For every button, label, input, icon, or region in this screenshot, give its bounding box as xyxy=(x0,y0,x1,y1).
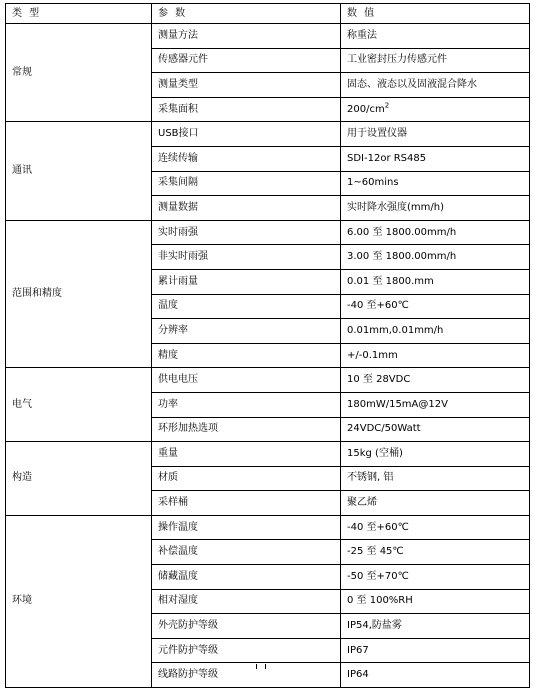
page-break-stub xyxy=(265,664,266,669)
table-row xyxy=(6,368,530,393)
value-cell xyxy=(341,319,530,344)
category-cell: 常规 xyxy=(6,24,152,122)
param-cell: 传感器元件 xyxy=(152,48,341,73)
param-cell: 精度 xyxy=(152,343,341,368)
value-cell xyxy=(341,540,530,565)
param-cell: 元件防护等级 xyxy=(152,638,341,663)
value-text: IP54,防盐雾 xyxy=(347,620,402,632)
value-text: 称重法 xyxy=(347,29,377,41)
header-row xyxy=(6,4,530,24)
value-text: 聚乙烯 xyxy=(347,497,377,509)
param-cell: 测量方法 xyxy=(152,24,341,49)
value-text: 180mW/15mA@12V xyxy=(347,398,448,410)
param-cell: 材质 xyxy=(152,466,341,491)
value-text: -40 至+60℃ xyxy=(347,521,409,533)
value-cell xyxy=(341,196,530,221)
param-cell: 采样桶 xyxy=(152,491,341,516)
param-cell: 重量 xyxy=(152,442,341,467)
param-cell: 累计雨量 xyxy=(152,269,341,294)
table-row xyxy=(6,122,530,147)
category-cell: 通讯 xyxy=(6,122,152,220)
param-cell: 环形加热选项 xyxy=(152,417,341,442)
param-cell: 测量数据 xyxy=(152,196,341,221)
param-cell: 非实时雨强 xyxy=(152,245,341,270)
param-cell: 储藏温度 xyxy=(152,565,341,590)
param-cell: 供电电压 xyxy=(152,368,341,393)
param-cell: USB接口 xyxy=(152,122,341,147)
value-text: +/-0.1mm xyxy=(347,349,398,361)
spec-table-body xyxy=(6,4,530,688)
param-cell: 线路防护等级 xyxy=(152,663,341,688)
value-cell xyxy=(341,171,530,196)
table-row xyxy=(6,442,530,467)
param-cell: 实时雨强 xyxy=(152,220,341,245)
category-cell: 构造 xyxy=(6,442,152,516)
param-cell: 采集间隔 xyxy=(152,171,341,196)
value-cell xyxy=(341,245,530,270)
value-text: 6.00 至 1800.00mm/h xyxy=(347,226,457,238)
category-cell: 范围和精度 xyxy=(6,220,152,368)
value-cell xyxy=(341,48,530,73)
value-text: -40 至+60℃ xyxy=(347,300,409,312)
value-cell xyxy=(341,122,530,147)
value-cell xyxy=(341,73,530,98)
param-cell: 采集面积 xyxy=(152,97,341,122)
value-text: IP67 xyxy=(347,644,369,656)
superscript: 2 xyxy=(384,101,390,110)
value-text: 1~60mins xyxy=(347,177,399,189)
value-cell xyxy=(341,220,530,245)
value-text: 0 至 100%RH xyxy=(347,595,413,607)
param-cell: 连续传输 xyxy=(152,146,341,171)
value-text: 实时降水强度(mm/h) xyxy=(347,201,444,213)
table-row xyxy=(6,515,530,540)
value-text: 200/cm xyxy=(347,103,385,115)
value-cell xyxy=(341,491,530,516)
value-text: 24VDC/50Watt xyxy=(347,423,421,435)
value-cell xyxy=(341,368,530,393)
value-cell xyxy=(341,269,530,294)
value-text: 不锈钢, 铝 xyxy=(347,472,394,484)
value-cell xyxy=(341,417,530,442)
value-text: 15kg (空桶) xyxy=(347,447,403,459)
value-cell xyxy=(341,466,530,491)
value-cell xyxy=(341,392,530,417)
value-text: 10 至 28VDC xyxy=(347,374,411,386)
spec-table xyxy=(5,3,530,688)
value-cell xyxy=(341,294,530,319)
header-param: 参 数 xyxy=(152,4,341,24)
value-cell xyxy=(341,663,530,688)
param-cell: 相对湿度 xyxy=(152,589,341,614)
param-cell: 温度 xyxy=(152,294,341,319)
param-cell: 测量类型 xyxy=(152,73,341,98)
param-cell: 功率 xyxy=(152,392,341,417)
value-cell xyxy=(341,97,530,122)
value-cell xyxy=(341,638,530,663)
value-cell xyxy=(341,442,530,467)
value-text: 0.01mm,0.01mm/h xyxy=(347,324,444,336)
value-cell xyxy=(341,24,530,49)
value-text: SDI-12or RS485 xyxy=(347,152,427,164)
value-text: -50 至+70℃ xyxy=(347,570,409,582)
table-row xyxy=(6,220,530,245)
param-cell: 操作温度 xyxy=(152,515,341,540)
param-cell: 外壳防护等级 xyxy=(152,614,341,639)
value-cell xyxy=(341,343,530,368)
value-text: 固态、液态以及固液混合降水 xyxy=(347,78,477,90)
value-text: 用于设置仪器 xyxy=(347,128,407,140)
value-cell xyxy=(341,515,530,540)
param-cell: 补偿温度 xyxy=(152,540,341,565)
category-cell: 环境 xyxy=(6,515,152,687)
table-row xyxy=(6,24,530,49)
page-break-stub xyxy=(256,664,257,669)
value-text: 3.00 至 1800.00mm/h xyxy=(347,251,457,263)
value-text: 0.01 至 1800.mm xyxy=(347,275,434,287)
value-text: -25 至 45℃ xyxy=(347,546,404,558)
value-cell xyxy=(341,614,530,639)
param-cell: 分辨率 xyxy=(152,319,341,344)
header-type: 类 型 xyxy=(6,4,152,24)
value-cell xyxy=(341,589,530,614)
value-cell xyxy=(341,565,530,590)
header-value: 数 值 xyxy=(341,4,530,24)
value-text: IP64 xyxy=(347,669,369,681)
value-text: 工业密封压力传感元件 xyxy=(347,54,447,66)
category-cell: 电气 xyxy=(6,368,152,442)
value-cell xyxy=(341,146,530,171)
